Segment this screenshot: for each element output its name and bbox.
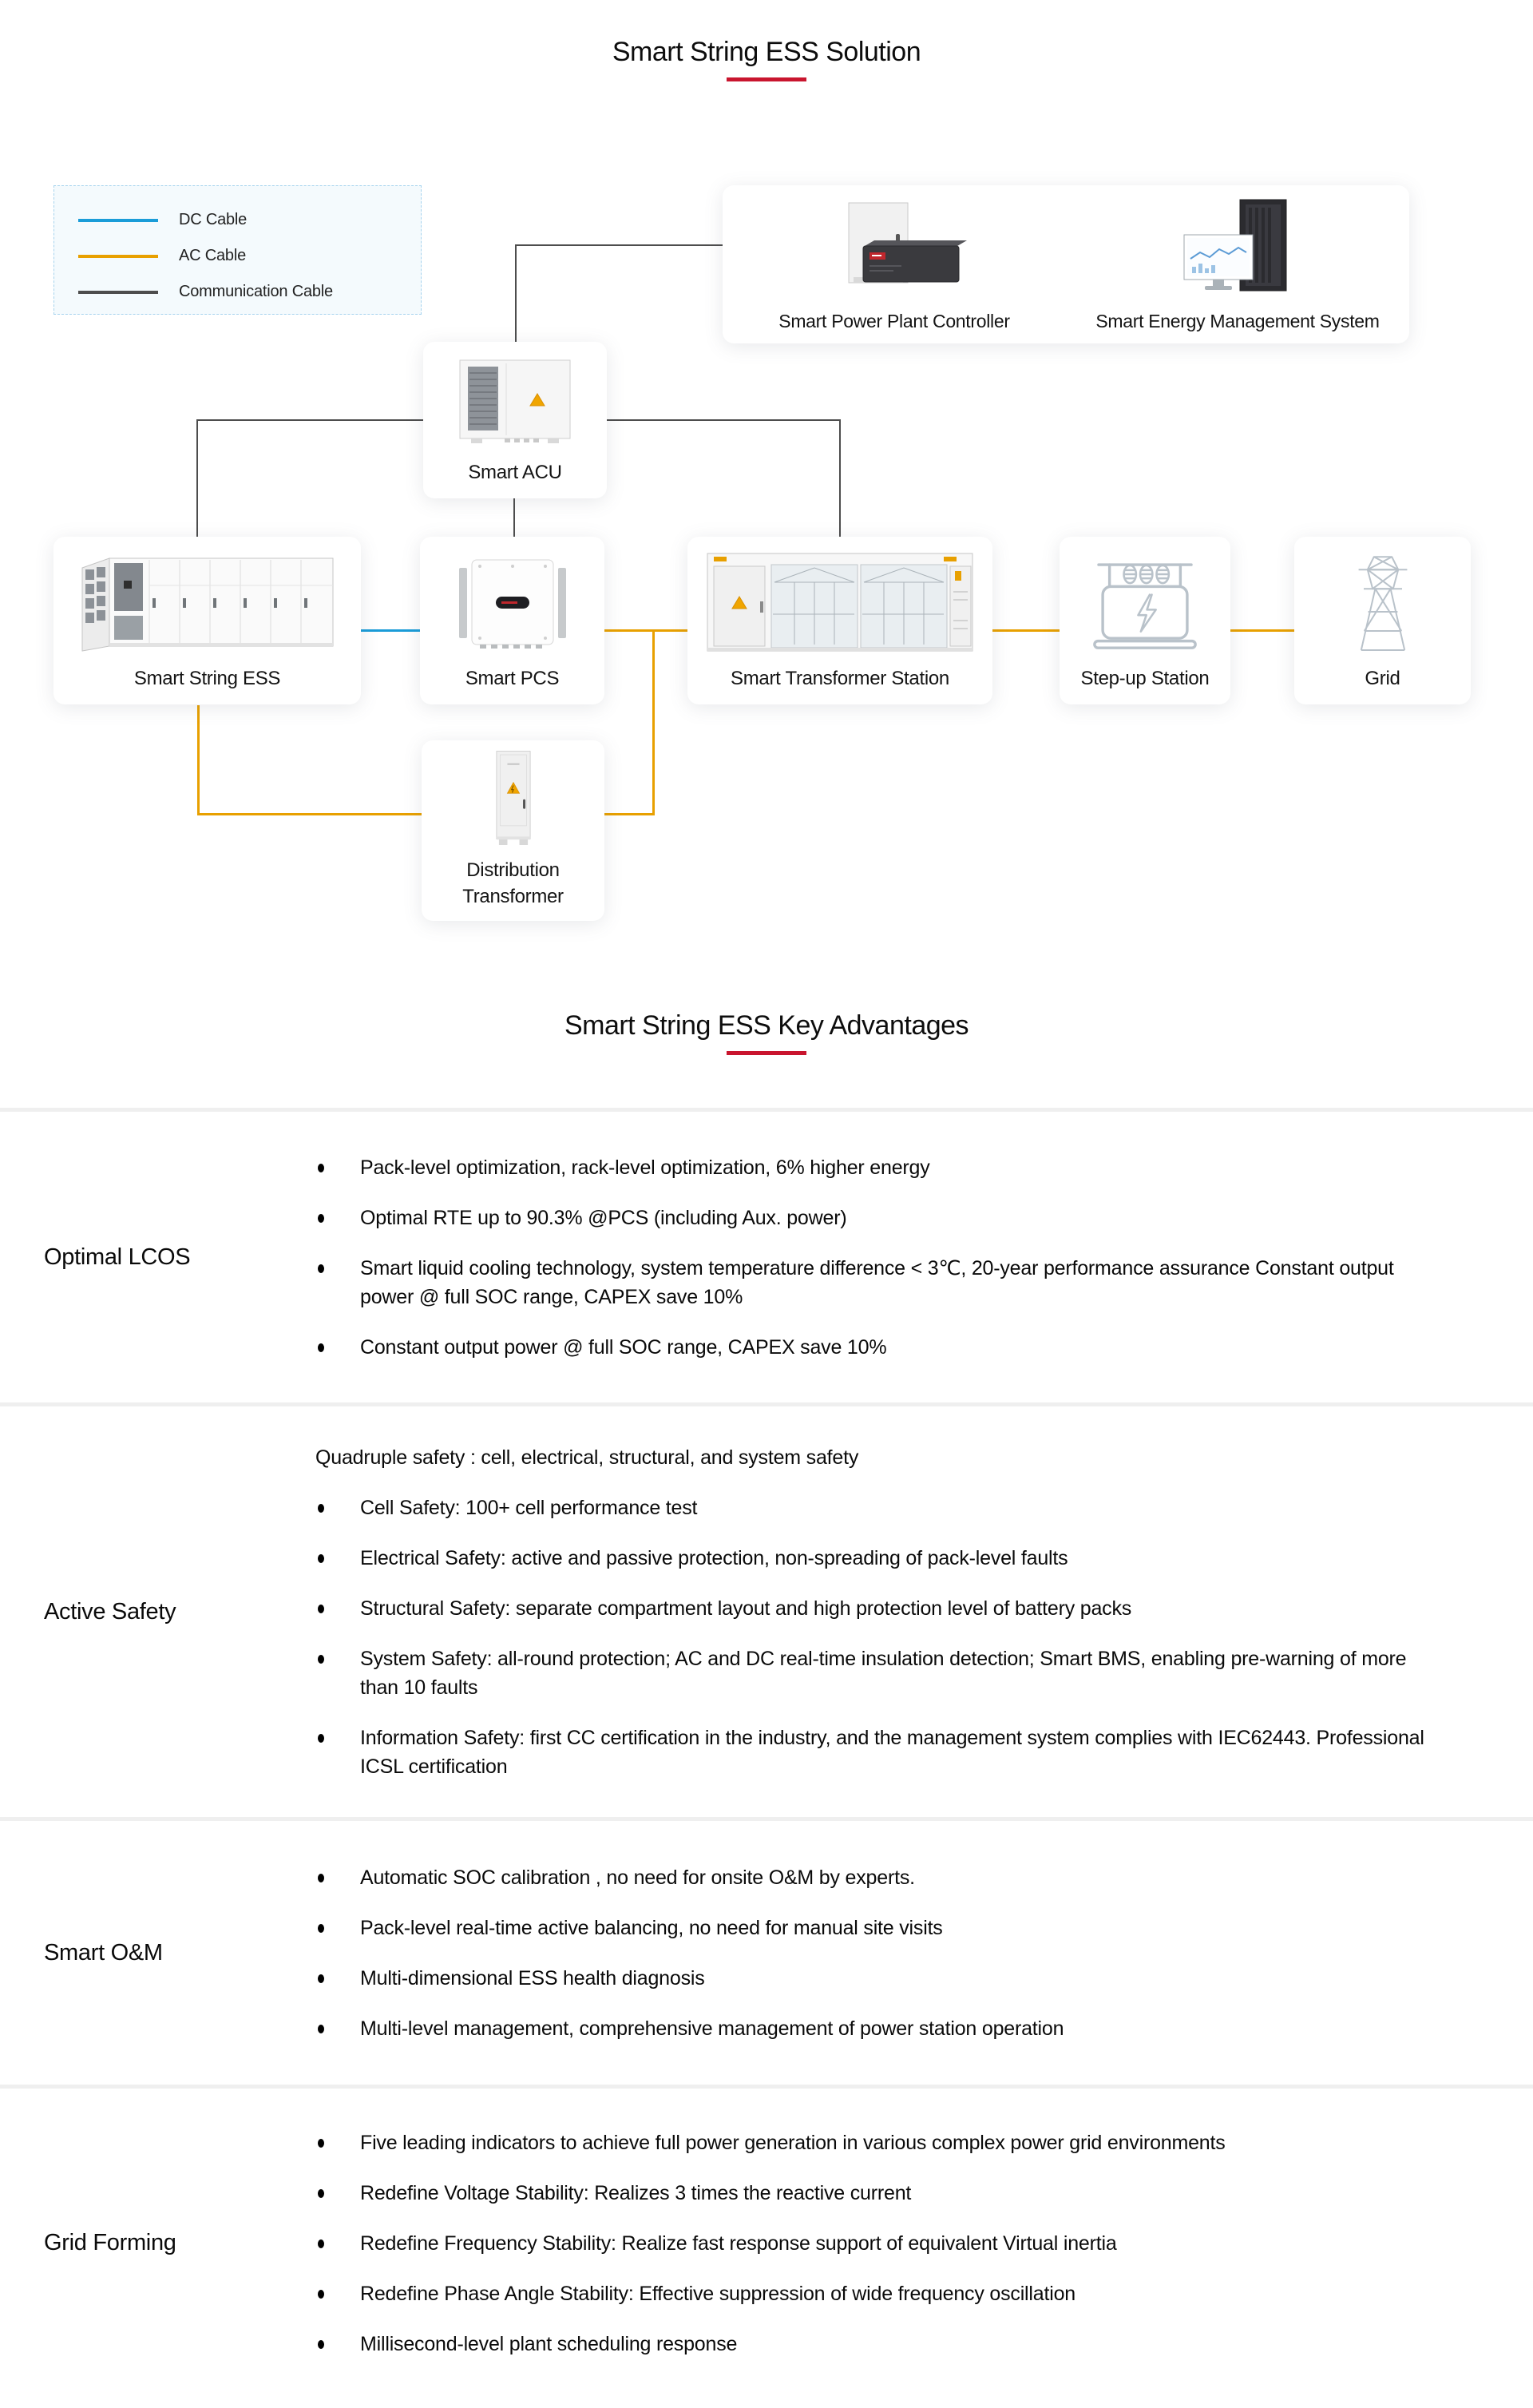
advantages-title: Smart String ESS Key Advantages: [564, 1010, 969, 1041]
comm-line-ess-top-v: [196, 419, 198, 537]
bullet-text: Constant output power @ full SOC range, CAPEX save 10%: [360, 1335, 887, 1359]
bullet-dot: [318, 1874, 324, 1882]
row-content-smart-om: [315, 1821, 1429, 2085]
row-label-grid-forming: Grid Forming: [44, 2230, 176, 2255]
comm-line-acu-to-sts-h: [607, 419, 839, 421]
row-label-optimal-lcos: Optimal LCOS: [44, 1244, 191, 1270]
bullet-item: [315, 2128, 1429, 2157]
power-plant-controller-label: Smart Power Plant Controller: [778, 311, 1010, 331]
page-title: Smart String ESS Solution: [612, 37, 921, 67]
smart-transformer-station-label: Smart Transformer Station: [731, 668, 949, 689]
row-content-optimal-lcos: [315, 1112, 1429, 1402]
power-plant-controller-image: [818, 185, 970, 311]
bullet-text: Pack-level real-time active balancing, no need for manual site visits: [360, 1916, 943, 1939]
distribution-transformer-image: [422, 740, 604, 857]
bullet-item: [315, 2179, 1429, 2208]
bullet-list: [315, 2128, 1429, 2358]
dc-cable-swatch: [78, 219, 158, 222]
smart-pcs-image: [420, 537, 604, 668]
legend-row-comm: [78, 274, 421, 310]
comm-line-acu-top-v: [515, 244, 517, 342]
bullet-item: [315, 1594, 1429, 1623]
bullet-dot: [318, 2340, 324, 2349]
bullet-dot: [318, 1924, 324, 1933]
bullet-text: Automatic SOC calibration , no need for onsite O&M by experts.: [360, 1866, 915, 1889]
smart-pcs-label: Smart PCS: [465, 668, 560, 689]
bullet-dot: [318, 1504, 324, 1513]
smart-string-ess-node: [53, 537, 361, 704]
bullet-list: [315, 1863, 1429, 2043]
grid-node: [1294, 537, 1471, 704]
row-smart-om: [0, 1817, 1533, 2085]
legend-row-ac: [78, 238, 421, 274]
bullet-dot: [318, 1164, 324, 1172]
bullet-text: Millisecond-level plant scheduling response: [360, 2332, 738, 2355]
bullet-item: [315, 2330, 1429, 2358]
ac-line-ess-bottom-v: [197, 705, 200, 815]
row-label-active-safety: Active Safety: [44, 1598, 176, 1625]
bullet-dot: [318, 1554, 324, 1563]
ems-image: [1170, 185, 1305, 311]
bullet-text: Redefine Voltage Stability: Realizes 3 times the reactive current: [360, 2181, 912, 2204]
ems-node: [1066, 185, 1409, 343]
bullet-item: [315, 1204, 1429, 1232]
bullet-text: Information Safety: first CC certification in the industry, and the management system complies with IEC62443. Professional ICSL certification: [360, 1726, 1424, 1778]
bullet-item: [315, 1494, 1429, 1522]
row-optimal-lcos: [0, 1108, 1533, 1402]
bullet-dot: [318, 1343, 324, 1352]
row-grid-forming: [0, 2085, 1533, 2398]
bullet-dot: [318, 1264, 324, 1273]
comm-line-acu-to-ess-h: [196, 419, 423, 421]
bullet-text: Multi-level management, comprehensive management of power station operation: [360, 2017, 1064, 2040]
bullet-item: [315, 2014, 1429, 2043]
row-content-active-safety: [315, 1406, 1429, 1817]
bullet-item: [315, 1724, 1429, 1781]
advantages-title-underline: [727, 1051, 806, 1055]
row-content-grid-forming: [315, 2089, 1429, 2398]
comm-line-acu-to-pcs-v: [513, 498, 515, 537]
dc-cable-label: DC Cable: [179, 211, 248, 228]
comm-line-sts-top-v: [839, 419, 841, 539]
top-devices-card: [723, 185, 1409, 343]
advantages-section: [0, 978, 1533, 2398]
power-plant-controller-node: [723, 185, 1066, 343]
smart-transformer-station-node: [687, 537, 992, 704]
advantages-table: [0, 1108, 1533, 2398]
smart-transformer-station-image: [687, 537, 992, 668]
row-active-safety: [0, 1402, 1533, 1817]
smart-acu-image: [423, 342, 607, 462]
bullet-dot: [318, 2239, 324, 2248]
grid-label: Grid: [1365, 668, 1400, 689]
grid-pylon-icon: [1294, 537, 1471, 668]
bullet-dot: [318, 1734, 324, 1743]
smart-acu-node: [423, 342, 607, 498]
bullet-item: [315, 1863, 1429, 1892]
ac-cable-swatch: [78, 255, 158, 258]
bullet-dot: [318, 1605, 324, 1613]
ac-cable-label: AC Cable: [179, 247, 246, 264]
ems-label: Smart Energy Management System: [1095, 311, 1380, 331]
bullet-list: [315, 1494, 1429, 1781]
bullet-text: Redefine Phase Angle Stability: Effective suppression of wide frequency oscillation: [360, 2282, 1075, 2305]
bullet-item: [315, 1254, 1429, 1311]
smart-string-ess-image: [53, 537, 361, 668]
bullet-item: [315, 1544, 1429, 1573]
distribution-transformer-label: [422, 857, 604, 921]
smart-pcs-node: [420, 537, 604, 704]
stepup-station-icon: [1060, 537, 1230, 668]
communication-cable-swatch: [78, 291, 158, 294]
bullet-dot: [318, 1974, 324, 1983]
bullet-item: [315, 2229, 1429, 2258]
stepup-station-node: [1060, 537, 1230, 704]
active-safety-intro: Quadruple safety : cell, electrical, structural, and system safety: [315, 1446, 859, 1469]
bullet-text: Structural Safety: separate compartment layout and high protection level of battery packs: [360, 1597, 1132, 1620]
stepup-station-label: Step-up Station: [1080, 668, 1210, 689]
bullet-item: [315, 1644, 1429, 1702]
comm-line-acu-to-controller-h: [515, 244, 724, 246]
bullet-text: Multi-dimensional ESS health diagnosis: [360, 1966, 705, 1989]
bullet-dot: [318, 2189, 324, 2198]
bullet-text: Five leading indicators to achieve full power generation in various complex power grid environments: [360, 2131, 1226, 2154]
bullet-item: [315, 2279, 1429, 2308]
bullet-text: Optimal RTE up to 90.3% @PCS (including Aux. power): [360, 1206, 847, 1229]
bullet-item: [315, 1914, 1429, 1942]
title-underline: [727, 77, 806, 81]
bullet-text: Electrical Safety: active and passive protection, non-spreading of pack-level faults: [360, 1546, 1068, 1569]
distribution-transformer-label-line2: Transformer: [462, 886, 564, 907]
ac-line-distribution-riser-v: [652, 631, 655, 815]
bullet-item: [315, 1153, 1429, 1182]
row-label-smart-om: Smart O&M: [44, 1939, 163, 1966]
legend-row-dc: [78, 202, 421, 238]
distribution-transformer-label-line1: Distribution: [466, 859, 560, 881]
bullet-dot: [318, 1214, 324, 1223]
bullet-text: Redefine Frequency Stability: Realize fast response support of equivalent Virtual inertia: [360, 2231, 1117, 2255]
bullet-item: [315, 1333, 1429, 1362]
ac-line-sts-to-stepup: [992, 629, 1060, 632]
bullet-dot: [318, 2290, 324, 2299]
distribution-transformer-node: [422, 740, 604, 921]
bullet-dot: [318, 2139, 324, 2148]
smart-string-ess-label: Smart String ESS: [133, 668, 281, 689]
bullet-dot: [318, 1655, 324, 1664]
bullet-text: Cell Safety: 100+ cell performance test: [360, 1496, 698, 1519]
bullet-text: Smart liquid cooling technology, system temperature difference < 3℃, 20-year performance assurance Constant output power @ full SOC range, CAPEX save 10%: [360, 1256, 1394, 1308]
solution-diagram: [0, 0, 1533, 978]
bullet-dot: [318, 2025, 324, 2033]
cable-legend: [53, 185, 422, 315]
bullet-text: Pack-level optimization, rack-level optimization, 6% higher energy: [360, 1156, 930, 1179]
ac-line-stepup-to-grid: [1230, 629, 1294, 632]
communication-cable-label: Communication Cable: [179, 283, 333, 300]
dc-line-ess-to-pcs: [361, 629, 420, 632]
bullet-item: [315, 1964, 1429, 1993]
smart-acu-label: Smart ACU: [468, 462, 562, 483]
bullet-list: [315, 1153, 1429, 1362]
ac-line-pcs-to-sts: [604, 629, 687, 632]
bullet-text: System Safety: all-round protection; AC and DC real-time insulation detection; Smart BMS, enabling pre-warning of more than 10 faults: [360, 1647, 1407, 1699]
